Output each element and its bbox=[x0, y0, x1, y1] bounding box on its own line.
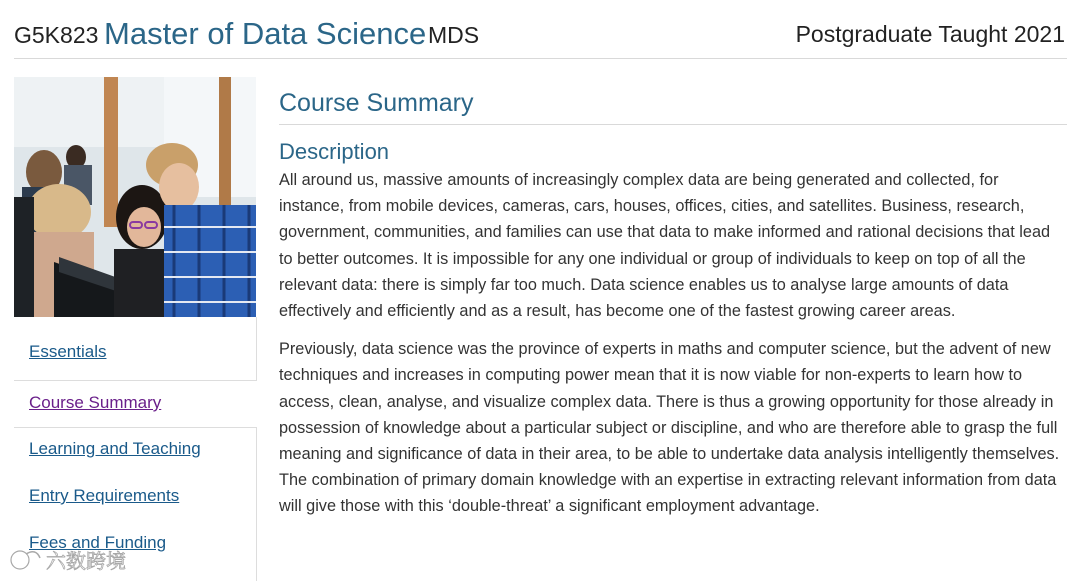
watermark-logo-icon bbox=[6, 544, 146, 576]
section-title: Course Summary bbox=[279, 84, 1067, 125]
course-abbrev: MDS bbox=[428, 22, 480, 48]
sidebar-item-label[interactable]: Course Summary bbox=[29, 393, 162, 412]
description-paragraph: Previously, data science was the province of experts in maths and computer science, but the advent of new techniques and increases in computing power mean that it is now viable for non-experts to learn how to access, clean, analyse, and visualize complex data. There is thus a growing opportunity for those already in possession of knowledge about a particular subject or discipline, and who are therefore able to grasp the full meaning and significance of data in their area, to be able to undertake data analysis intelligently themselves. The combination of primary domain knowledge with an expertise in extracting relevant information from data will give those with this ‘double-threat’ a significant employment advantage. bbox=[279, 340, 1060, 516]
main-content bbox=[279, 84, 1067, 520]
sidebar-item-learning-and-teaching[interactable] bbox=[14, 427, 256, 473]
students-at-computers-image bbox=[14, 77, 256, 317]
sidebar-item-label[interactable]: Entry Requirements bbox=[29, 486, 180, 505]
course-code: G5K823 bbox=[14, 22, 99, 48]
watermark bbox=[6, 544, 146, 576]
course-title: Master of Data Science bbox=[104, 16, 427, 51]
sidebar-item-essentials[interactable] bbox=[14, 330, 256, 376]
course-photo bbox=[14, 77, 256, 317]
sidebar-item-label[interactable]: Essentials bbox=[29, 342, 107, 361]
course-header bbox=[14, 14, 1067, 59]
sidebar-item-label[interactable]: Learning and Teaching bbox=[29, 439, 201, 458]
description-paragraph: All around us, massive amounts of increasingly complex data are being generated and collected, for instance, from mobile devices, cameras, cars, houses, offices, cities, and satellites. Business, research, government, communities, and families can use that data to make informed and rational decisions that lead to better outcomes. It is impossible for any one individual or group of individuals to keep on top of all the relevant data: there is simply far too much. Data science enables us to analyse large amounts of data effectively and efficiently and as a result, has become one of the fastest growing career areas. bbox=[279, 171, 1051, 321]
course-level: Postgraduate Taught 2021 bbox=[795, 21, 1065, 47]
watermark-text: 六数跨境 bbox=[46, 549, 126, 573]
sidebar-nav bbox=[14, 317, 257, 581]
sidebar-item-label[interactable]: Fees and Funding bbox=[29, 533, 167, 552]
sidebar-item-entry-requirements[interactable] bbox=[14, 474, 256, 520]
subsection-title: Description bbox=[279, 139, 390, 164]
sidebar-item-course-summary[interactable] bbox=[14, 380, 257, 428]
